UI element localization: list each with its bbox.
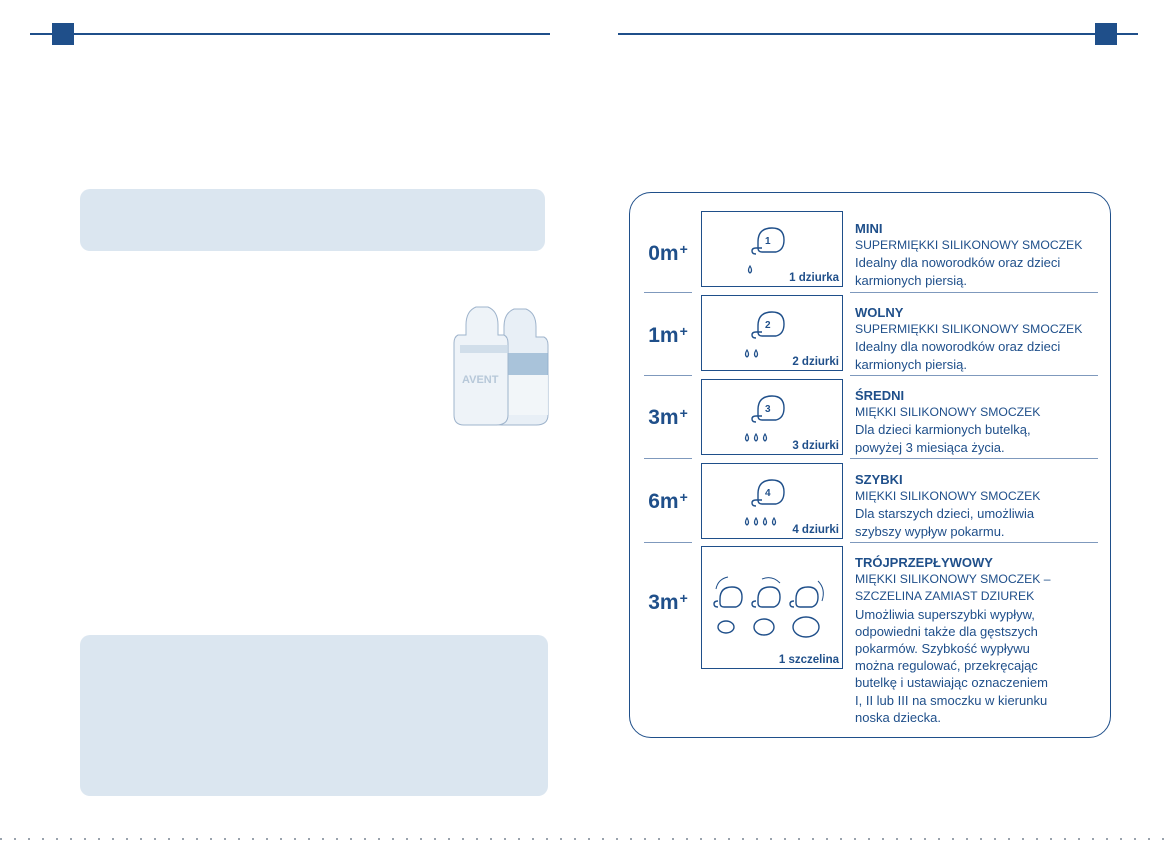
holes-label: 1 szczelina xyxy=(778,654,839,666)
row-separator xyxy=(850,458,1098,459)
age-separator xyxy=(644,458,692,459)
svg-text:3: 3 xyxy=(765,404,771,415)
holes-label: 1 dziurka xyxy=(789,272,839,284)
age-label-6m: 6m+ xyxy=(648,489,688,513)
header-rule-right xyxy=(618,33,1138,35)
holes-label: 4 dziurki xyxy=(792,524,839,536)
nipple-box-medium xyxy=(701,379,843,455)
row-separator xyxy=(850,375,1098,376)
header-square-right xyxy=(1095,23,1117,45)
nipple-icon xyxy=(742,308,790,360)
age-label-3m-variable: 3m+ xyxy=(648,590,688,614)
nipple-description-fast: SZYBKI MIĘKKI SILIKONOWY SMOCZEK Dla starszych dzieci, umożliwia szybszy wypływ pokarmu. xyxy=(855,472,1041,539)
svg-text:4: 4 xyxy=(765,488,771,499)
svg-text:1: 1 xyxy=(765,236,771,247)
age-label-0m: 0m+ xyxy=(648,241,688,265)
row-separator xyxy=(850,292,1098,293)
nipple-box-variable xyxy=(701,546,843,669)
svg-text:2: 2 xyxy=(765,320,771,331)
bottle-logo: AVENT xyxy=(462,374,499,386)
holes-label: 2 dziurki xyxy=(792,356,839,368)
nipple-icon xyxy=(746,224,790,276)
nipple-description-slow: WOLNY SUPERMIĘKKI SILIKONOWY SMOCZEK Idealny dla noworodków oraz dzieci karmionych piersią. xyxy=(855,305,1083,372)
nipple-description-variable: TRÓJPRZEPŁYWOWY MIĘKKI SILIKONOWY SMOCZEK – SZCZELINA ZAMIAST DZIUREK Umożliwia superszybki wypływ, odpowiedni także dla gęstszych pokarmów. Szybkość wypływu można regulować, przekręcając butelkę i ustawiając oznaczeniem I, II lub III na smoczku w kierunku noska dziecka. xyxy=(855,555,1051,725)
age-label-1m: 1m+ xyxy=(648,323,688,347)
header-rule-left xyxy=(30,33,550,35)
nipple-icon xyxy=(742,476,798,528)
nipple-box-mini xyxy=(701,211,843,287)
bottles-illustration xyxy=(452,305,552,427)
nipple-box-slow xyxy=(701,295,843,371)
nipple-box-fast xyxy=(701,463,843,539)
age-separator xyxy=(644,375,692,376)
info-panel-bottom xyxy=(80,635,548,796)
header-square-left xyxy=(52,23,74,45)
nipple-icon xyxy=(742,392,792,444)
nipple-description-mini: MINI SUPERMIĘKKI SILIKONOWY SMOCZEK Idealny dla noworodków oraz dzieci karmionych piersią. xyxy=(855,221,1083,288)
variable-flow-nipples-icon xyxy=(710,569,836,643)
info-panel-top xyxy=(80,189,545,251)
row-separator xyxy=(850,542,1098,543)
page-bottom-edge xyxy=(0,838,1169,840)
age-separator xyxy=(644,542,692,543)
age-label-3m: 3m+ xyxy=(648,405,688,429)
holes-label: 3 dziurki xyxy=(792,440,839,452)
age-separator xyxy=(644,292,692,293)
nipple-description-medium: ŚREDNI MIĘKKI SILIKONOWY SMOCZEK Dla dzieci karmionych butelką, powyżej 3 miesiąca życia. xyxy=(855,388,1041,455)
